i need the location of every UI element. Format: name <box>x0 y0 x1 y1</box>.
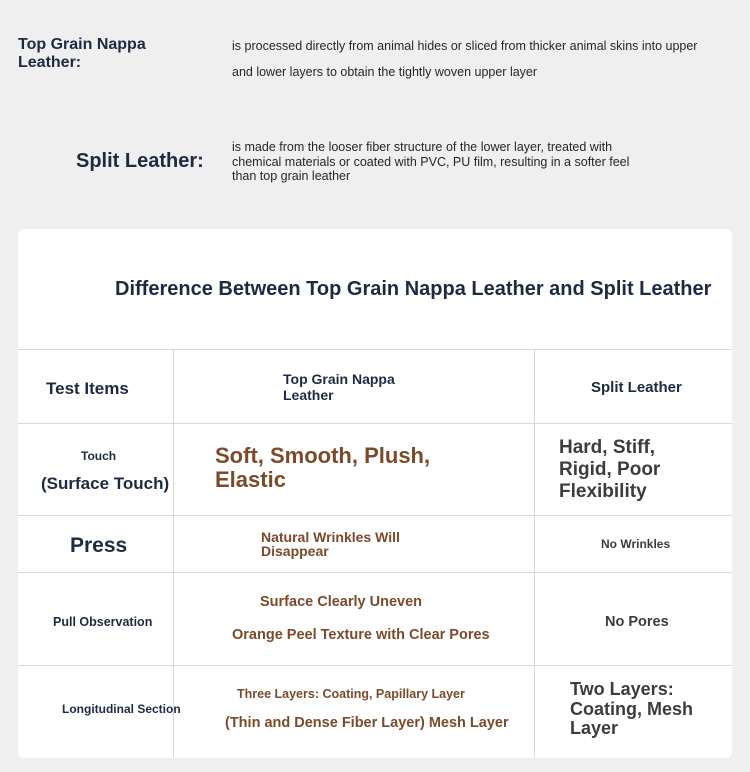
table-divider <box>18 349 732 350</box>
definition-term-top-grain: Top Grain Nappa Leather: <box>18 36 146 71</box>
definition-text-split: is made from the looser fiber structure of the lower layer, treated with chemical materials or coated with PVC, PU film, resulting in a softer feel than top grain leather <box>232 140 630 183</box>
row-press-label: Press <box>70 534 128 557</box>
comparison-title: Difference Between Top Grain Nappa Leather and Split Leather <box>115 278 712 300</box>
row-touch-sublabel: (Surface Touch) <box>41 474 170 493</box>
row-pull-label: Pull Observation <box>53 615 153 629</box>
comparison-table-card <box>18 229 732 758</box>
row-section-label: Longitudinal Section <box>62 702 181 716</box>
row-pull-split: No Pores <box>605 614 669 630</box>
row-section-top-grain-line2: (Thin and Dense Fiber Layer) Mesh Layer <box>225 715 509 731</box>
row-pull-top-grain-line1: Surface Clearly Uneven <box>260 594 422 610</box>
table-divider <box>18 515 732 516</box>
table-divider <box>18 572 732 573</box>
row-section-top-grain-line1: Three Layers: Coating, Papillary Layer <box>237 687 465 701</box>
row-press-top-grain: Natural Wrinkles Will Disappear <box>261 529 400 559</box>
row-touch-label: Touch <box>81 449 117 463</box>
header-test-items: Test Items <box>46 379 129 398</box>
table-divider <box>173 349 174 758</box>
header-split-leather: Split Leather <box>591 379 682 396</box>
definition-term-split: Split Leather: <box>76 150 204 172</box>
row-press-split: No Wrinkles <box>601 537 671 551</box>
definition-text-top-grain: is processed directly from animal hides or sliced from thicker animal skins into upper and lower layers to obtain the tightly woven upper layer <box>232 39 698 79</box>
row-touch-top-grain: Soft, Smooth, Plush, Elastic <box>215 443 431 492</box>
header-top-grain: Top Grain Nappa Leather <box>283 371 395 403</box>
row-pull-top-grain-line2: Orange Peel Texture with Clear Pores <box>232 627 490 643</box>
table-divider <box>18 665 732 666</box>
table-divider <box>18 423 732 424</box>
table-divider <box>534 349 535 758</box>
row-touch-split: Hard, Stiff, Rigid, Poor Flexibility <box>559 437 661 502</box>
row-section-split: Two Layers: Coating, Mesh Layer <box>570 679 694 738</box>
